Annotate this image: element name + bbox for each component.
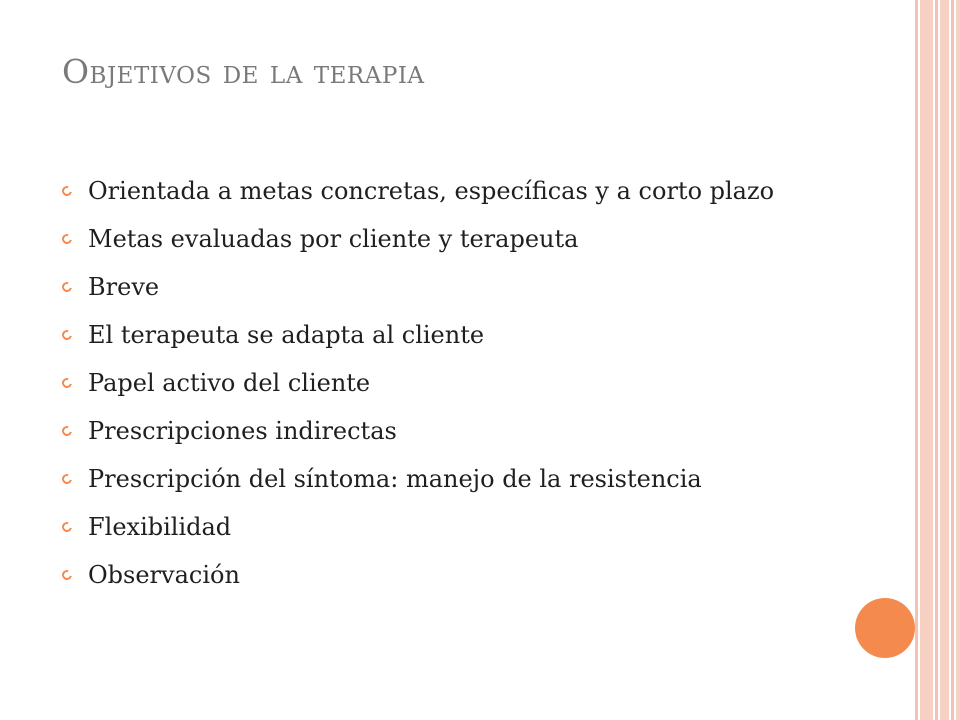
stripe [956, 0, 960, 720]
bullet-text: Papel activo del cliente [88, 369, 371, 397]
open-circle-bullet-icon [60, 280, 74, 294]
bullet-text: El terapeuta se adapta al cliente [88, 321, 485, 349]
open-circle-bullet-icon [60, 184, 74, 198]
stripe [935, 0, 938, 720]
bullet-text: Breve [88, 273, 160, 301]
bullet-text: Metas evaluadas por cliente y terapeuta [88, 225, 579, 253]
slide-title: Objetivos de la terapia [62, 52, 425, 91]
bullet-text: Orientada a metas concretas, específicas y a corto plazo [88, 177, 775, 205]
bullet-text: Observación [88, 561, 240, 589]
bullet-list [62, 174, 852, 606]
open-circle-bullet-icon [60, 520, 74, 534]
stripe [915, 0, 918, 720]
stripe [920, 0, 933, 720]
list-item [62, 558, 852, 592]
decorative-stripes [915, 0, 960, 720]
list-item [62, 222, 852, 256]
open-circle-bullet-icon [60, 424, 74, 438]
list-item [62, 366, 852, 400]
list-item [62, 414, 852, 448]
list-item [62, 510, 852, 544]
bullet-text: Prescripciones indirectas [88, 417, 397, 445]
bullet-text: Flexibilidad [88, 513, 232, 541]
list-item [62, 174, 852, 208]
accent-circle [855, 598, 915, 658]
open-circle-bullet-icon [60, 232, 74, 246]
stripe [951, 0, 954, 720]
open-circle-bullet-icon [60, 568, 74, 582]
stripe [940, 0, 949, 720]
list-item [62, 462, 852, 496]
list-item [62, 270, 852, 304]
open-circle-bullet-icon [60, 328, 74, 342]
list-item [62, 318, 852, 352]
open-circle-bullet-icon [60, 472, 74, 486]
bullet-text: Prescripción del síntoma: manejo de la resistencia [88, 465, 702, 493]
open-circle-bullet-icon [60, 376, 74, 390]
